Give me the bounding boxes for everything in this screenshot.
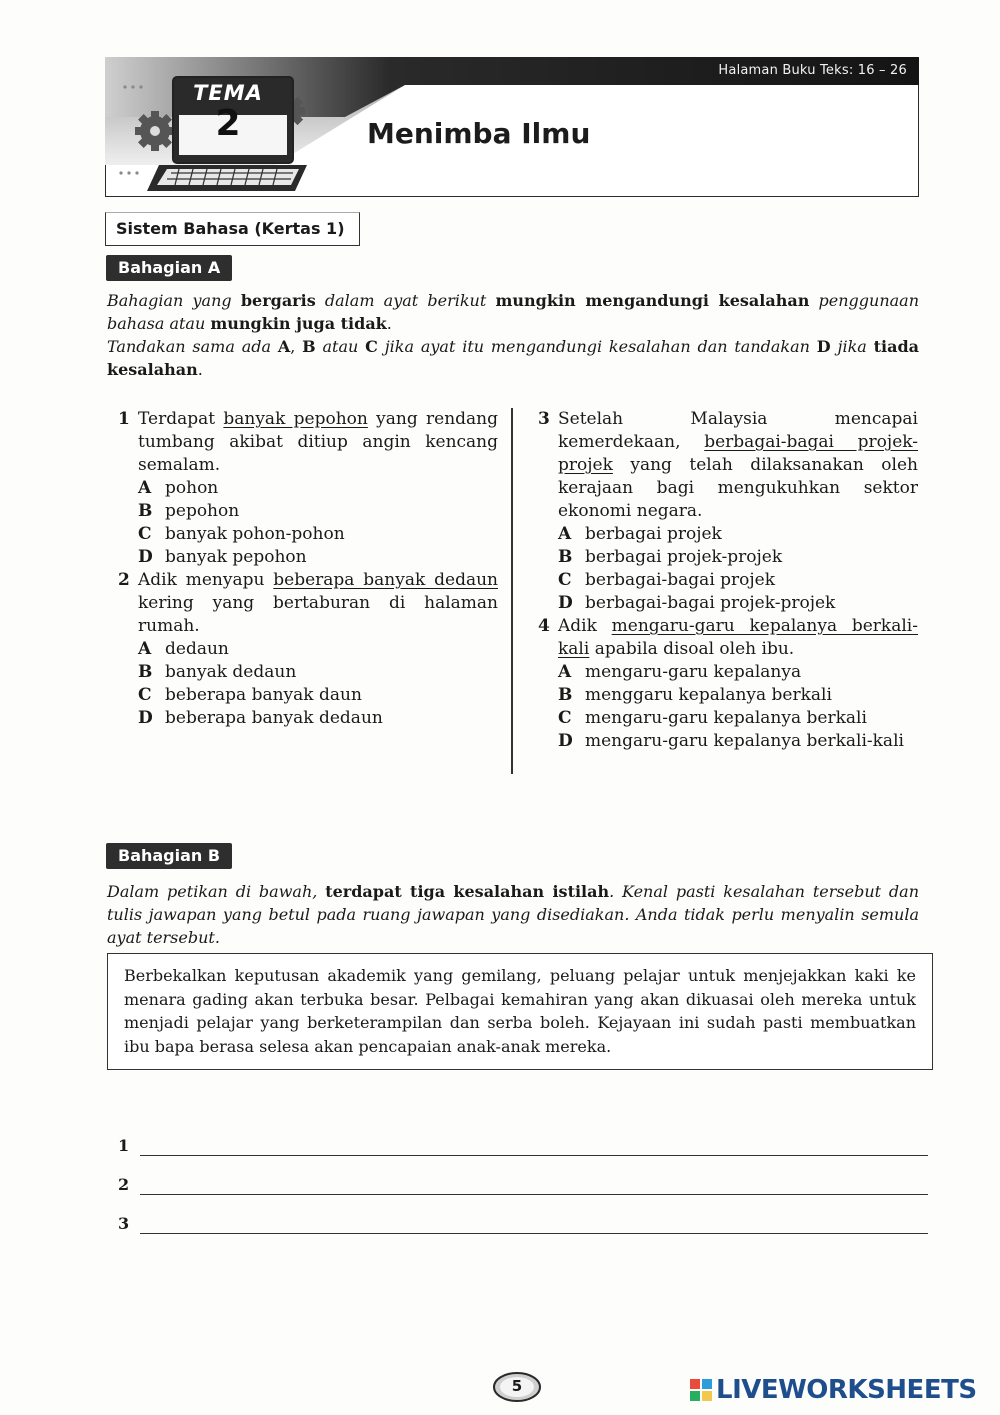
tema-number: 2 — [215, 103, 241, 144]
option-c[interactable] — [538, 707, 918, 730]
stem-text: kering yang bertaburan di halaman rumah. — [138, 593, 498, 636]
underlined-phrase: banyak pepohon — [223, 409, 368, 429]
question-stem — [538, 615, 918, 661]
instr-bold: A — [277, 337, 291, 356]
instr-text: Tandakan sama ada — [107, 337, 278, 356]
page-number: 5 — [511, 1377, 523, 1395]
option-letter: A — [558, 524, 572, 544]
option-text: pepohon — [165, 501, 240, 521]
option-text: dedaun — [165, 639, 229, 659]
instr-bold: C — [365, 337, 378, 356]
option-letter: A — [138, 639, 152, 659]
instr-text: . — [197, 360, 203, 379]
passage-box: Berbekalkan keputusan akademik yang gemilang, peluang pelajar untuk menjejakkan kaki ke menara gading akan terbuka besar. Pelbagai kemahiran yang akan dikuasai oleh mereka untuk menjadi pelajar yang berketerampilan dan serba boleh. Kejayaan ini sudah pasti membuatkan ibu bapa berasa selesa akan pencapaian anak-anak mereka. — [107, 953, 933, 1070]
column-divider — [511, 408, 513, 774]
option-c[interactable] — [538, 569, 918, 592]
instruction-line-1 — [107, 289, 919, 335]
option-text: pohon — [165, 478, 219, 498]
question-2 — [118, 569, 498, 730]
instr-text: Dalam petikan di bawah, — [107, 882, 326, 901]
option-letter: B — [138, 501, 153, 521]
answer-underline[interactable] — [140, 1233, 928, 1234]
option-b[interactable] — [118, 500, 498, 523]
underlined-phrase: mengaru-garu kepalanya berkali-kali — [558, 616, 918, 659]
answer-number: 2 — [118, 1175, 130, 1194]
option-text: berbagai-bagai projek — [585, 570, 776, 590]
stem-text: Setelah Malaysia mencapai kemerdekaan, — [558, 409, 918, 452]
question-number: 2 — [118, 570, 130, 590]
stem-text: apabila disoal oleh ibu. — [589, 639, 795, 659]
instr-bold: B — [302, 337, 316, 356]
answer-underline[interactable] — [140, 1194, 928, 1195]
option-letter: B — [558, 547, 573, 567]
option-d[interactable] — [538, 592, 918, 615]
instr-bold: terdapat tiga kesalahan istilah — [325, 882, 610, 901]
liveworksheets-logo-icon — [690, 1379, 712, 1401]
instr-text: jika — [830, 337, 874, 356]
option-text: mengaru-garu kepalanya — [585, 662, 802, 682]
question-number: 1 — [118, 409, 130, 429]
stem-text: Adik — [558, 616, 612, 636]
question-1 — [118, 408, 498, 569]
instruction-line-2 — [107, 335, 919, 381]
option-letter: C — [138, 524, 152, 544]
instr-text: dalam ayat berikut — [315, 291, 496, 310]
option-text: berbagai projek-projek — [585, 547, 783, 567]
chapter-header — [105, 57, 919, 198]
underlined-phrase: berbagai-bagai projek-projek — [558, 432, 918, 475]
option-letter: D — [138, 708, 153, 728]
option-a[interactable] — [538, 661, 918, 684]
question-stem — [538, 408, 918, 523]
answer-line-1[interactable] — [118, 1136, 930, 1160]
option-a[interactable] — [118, 477, 498, 500]
instr-text: , — [290, 337, 303, 356]
option-letter: D — [558, 593, 573, 613]
option-text: berbagai projek — [585, 524, 722, 544]
option-b[interactable] — [538, 684, 918, 707]
option-letter: D — [138, 547, 153, 567]
bahagian-b-instructions — [107, 880, 919, 949]
stem-text: yang telah dilaksanakan oleh kerajaan bagi mengukuhkan sektor ekonomi negara. — [558, 455, 918, 521]
option-text: banyak pohon-pohon — [165, 524, 345, 544]
option-letter: B — [138, 662, 153, 682]
answer-line-2[interactable] — [118, 1175, 930, 1199]
instr-text: jika ayat itu mengandungi kesalahan dan tandakan — [377, 337, 817, 356]
option-c[interactable] — [118, 684, 498, 707]
option-text: banyak pepohon — [165, 547, 307, 567]
answer-underline[interactable] — [140, 1155, 928, 1156]
option-d[interactable] — [538, 730, 918, 753]
bahagian-a-tag: Bahagian A — [106, 255, 232, 281]
instr-bold: tiada kesalahan — [107, 337, 920, 379]
question-3 — [538, 408, 918, 615]
option-a[interactable] — [538, 523, 918, 546]
stem-text: Terdapat — [138, 409, 224, 429]
bahagian-a-instructions — [107, 289, 919, 381]
answer-number: 3 — [118, 1214, 130, 1233]
section-label: Sistem Bahasa (Kertas 1) — [105, 212, 360, 246]
textbook-page-reference: Halaman Buku Teks: 16 – 26 — [718, 63, 907, 78]
option-text: banyak dedaun — [165, 662, 297, 682]
option-b[interactable] — [118, 661, 498, 684]
option-d[interactable] — [118, 546, 498, 569]
option-text: mengaru-garu kepalanya berkali-kali — [585, 731, 904, 751]
question-number: 3 — [538, 409, 550, 429]
option-text: beberapa banyak dedaun — [165, 708, 383, 728]
option-letter: A — [558, 662, 572, 682]
instr-text: . Kenal pasti kesalahan tersebut dan tulis jawapan yang betul pada ruang jawapan yang disediakan. Anda tidak perlu menyalin semula ayat tersebut. — [107, 882, 919, 947]
instr-bold: bergaris — [240, 291, 316, 310]
stem-text: Adik menyapu — [138, 570, 274, 590]
question-stem — [118, 569, 498, 638]
option-b[interactable] — [538, 546, 918, 569]
question-4 — [538, 615, 918, 753]
option-letter: A — [138, 478, 152, 498]
option-text: beberapa banyak daun — [165, 685, 362, 705]
underlined-phrase: beberapa banyak dedaun — [273, 570, 498, 590]
instr-text: Bahagian yang — [107, 291, 241, 310]
answer-line-3[interactable] — [118, 1214, 930, 1238]
option-text: mengaru-garu kepalanya berkali — [585, 708, 867, 728]
option-letter: C — [138, 685, 152, 705]
instr-bold: mungkin mengandungi kesalahan — [495, 291, 810, 310]
option-letter: C — [558, 708, 572, 728]
instr-bold: mungkin juga tidak — [210, 314, 387, 333]
option-letter: C — [558, 570, 572, 590]
option-d[interactable] — [118, 707, 498, 730]
instr-text: penggunaan bahasa atau — [107, 291, 920, 333]
brand-name: LIVEWORKSHEETS — [716, 1375, 977, 1405]
answer-number: 1 — [118, 1136, 130, 1155]
page-number-badge — [492, 1371, 542, 1403]
tema-label: TEMA — [193, 81, 263, 105]
stem-text: yang rendang tumbang akibat ditiup angin kencang semalam. — [138, 409, 498, 475]
option-c[interactable] — [118, 523, 498, 546]
option-text: berbagai-bagai projek-projek — [585, 593, 836, 613]
chapter-title: Menimba Ilmu — [367, 117, 591, 150]
question-number: 4 — [538, 616, 550, 636]
instr-text: . — [386, 314, 392, 333]
bahagian-b-tag: Bahagian B — [106, 843, 232, 869]
option-letter: B — [558, 685, 573, 705]
instr-text: atau — [315, 337, 366, 356]
option-text: menggaru kepalanya berkali — [585, 685, 832, 705]
option-a[interactable] — [118, 638, 498, 661]
option-letter: D — [558, 731, 573, 751]
instr-bold: D — [816, 337, 831, 356]
question-stem — [118, 408, 498, 477]
